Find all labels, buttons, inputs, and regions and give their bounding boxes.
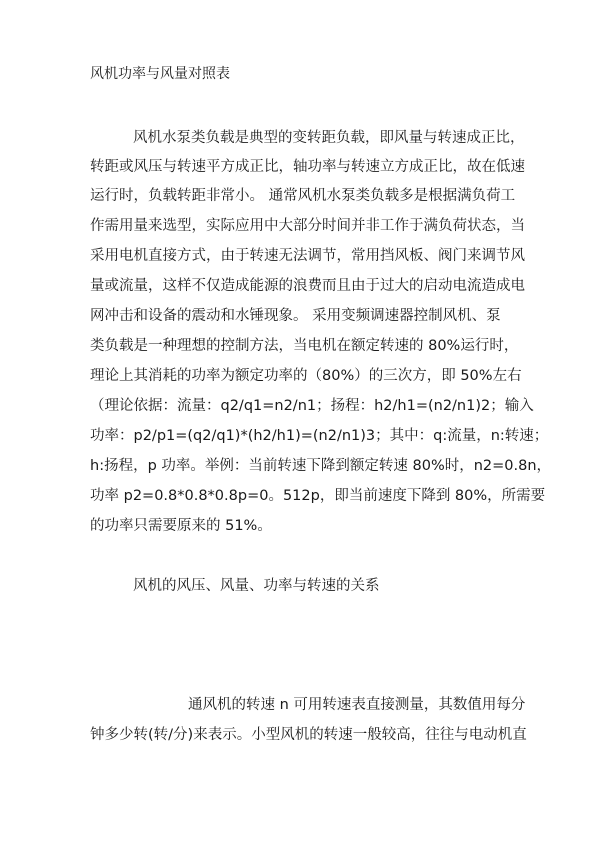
text-line: 理论上其消耗的功率为额定功率的（80%）的三次方，即 50%左右 xyxy=(90,368,522,384)
text-line: h:扬程，p 功率。举例：当前转速下降到额定转速 80%时，n2=0.8n， xyxy=(90,458,552,474)
text-line: 作需用量来选型，实际应用中大部分时间并非工作于满负荷状态，当 xyxy=(90,218,525,234)
text-line: 钟多少转(转/分)来表示。小型风机的转速一般较高，往往与电动机直 xyxy=(90,727,527,743)
text-line: 转距或风压与转速平方成正比，轴功率与转速立方成正比，故在低速 xyxy=(90,159,525,175)
text-line: 网冲击和设备的震动和水锤现象。 采用变频调速器控制风机、泵 xyxy=(90,308,501,324)
text-line: 的功率只需要原来的 51%。 xyxy=(90,518,272,534)
section-heading: 风机的风压、风量、功率与转速的关系 xyxy=(133,578,380,594)
text-line: 功率：p2/p1=(q2/q1)*(h2/h1)=(n2/n1)3；其中：q:流量，n:转速； xyxy=(90,428,549,444)
text-line: 风机水泵类负载是典型的变转距负载，即风量与转速成正比， xyxy=(133,130,525,146)
text-line: 通风机的转速 n 可用转速表直接测量，其数值用每分 xyxy=(188,697,526,713)
document-title: 风机功率与风量对照表 xyxy=(90,66,230,82)
text-line: 运行时，负载转距非常小。 通常风机水泵类负载多是根据满负荷工 xyxy=(90,188,516,204)
text-line: 量或流量，这样不仅造成能源的浪费而且由于过大的启动电流造成电 xyxy=(90,278,525,294)
text-line: 采用电机直接方式，由于转速无法调节，常用挡风板、阀门来调节风 xyxy=(90,248,525,264)
text-line: 功率 p2=0.8*0.8*0.8p=0。512p，即当前速度下降到 80%，所需要 xyxy=(90,488,546,504)
text-line: 类负载是一种理想的控制方法，当电机在额定转速的 80%运行时， xyxy=(90,338,519,354)
text-line: （理论依据：流量：q2/q1=n2/n1；扬程：h2/h1=(n2/n1)2；输入 xyxy=(90,398,534,414)
